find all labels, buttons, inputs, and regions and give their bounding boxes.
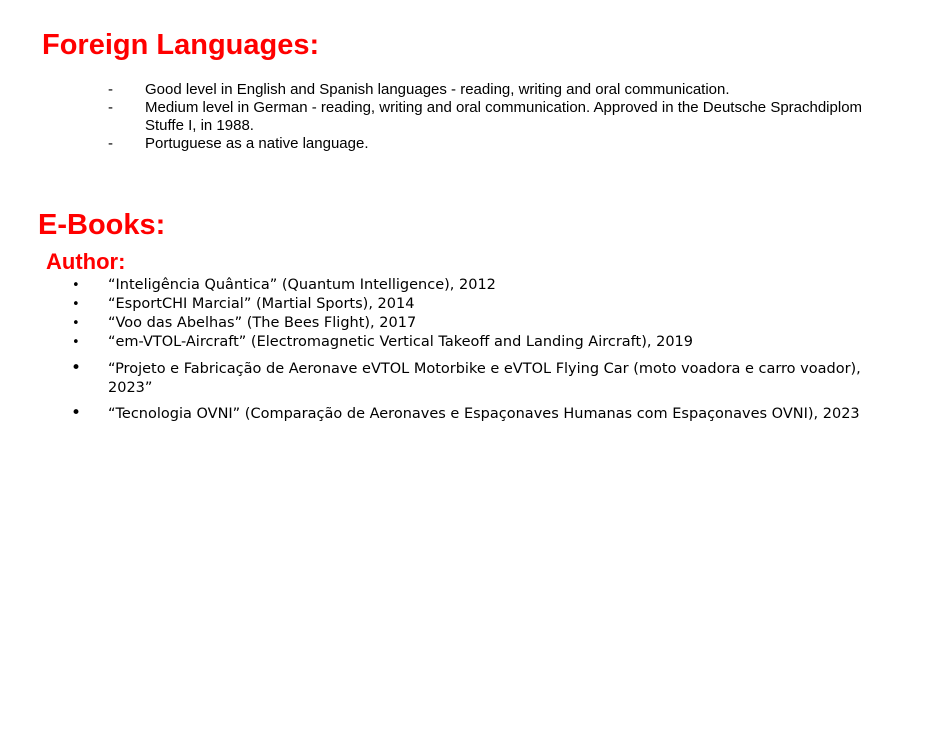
bullet-icon: •: [72, 316, 80, 331]
list-item: [70, 405, 890, 424]
bullet-icon: •: [71, 403, 82, 423]
ebook-title: “Voo das Abelhas” (The Bees Flight), 2017: [108, 315, 417, 331]
list-item: [70, 295, 890, 314]
list-item: [108, 81, 888, 99]
ebooks-heading: E-Books:: [38, 209, 166, 241]
dash-bullet: -: [108, 81, 113, 98]
list-item: [108, 135, 888, 153]
dash-bullet: -: [108, 135, 113, 152]
ebook-title: “Tecnologia OVNI” (Comparação de Aeronaves e Espaçonaves Humanas com Espaçonaves OVNI), 2023: [108, 406, 860, 422]
list-item: [70, 333, 890, 352]
ebook-title: “Projeto e Fabricação de Aeronave eVTOL Motorbike e eVTOL Flying Car (moto voadora e carro voador), 2023”: [108, 361, 861, 396]
list-item: [108, 99, 888, 135]
language-item-text: Portuguese as a native language.: [145, 135, 369, 152]
ebook-title: “em-VTOL-Aircraft” (Electromagnetic Vertical Takeoff and Landing Aircraft), 2019: [108, 334, 693, 350]
foreign-languages-heading: Foreign Languages:: [42, 29, 320, 61]
ebooks-list: [70, 276, 890, 352]
ebooks-list-continued: [70, 360, 890, 431]
language-item-text: Good level in English and Spanish languages - reading, writing and oral communication.: [145, 81, 730, 98]
list-item: [70, 314, 890, 333]
bullet-icon: •: [72, 335, 80, 350]
language-item-text: Medium level in German - reading, writing and oral communication. Approved in the Deutsche Sprachdiplom Stuffe I, in 1988.: [145, 99, 863, 134]
list-item: [70, 360, 890, 398]
bullet-icon: •: [72, 278, 80, 293]
ebook-title: “Inteligência Quântica” (Quantum Intelligence), 2012: [108, 277, 496, 293]
ebook-title: “EsportCHI Marcial” (Martial Sports), 2014: [108, 296, 415, 312]
author-subheading: Author:: [46, 249, 126, 274]
foreign-languages-list: [108, 81, 888, 153]
dash-bullet: -: [108, 99, 113, 116]
bullet-icon: •: [72, 297, 80, 312]
bullet-icon: •: [71, 358, 82, 378]
list-item: [70, 276, 890, 295]
